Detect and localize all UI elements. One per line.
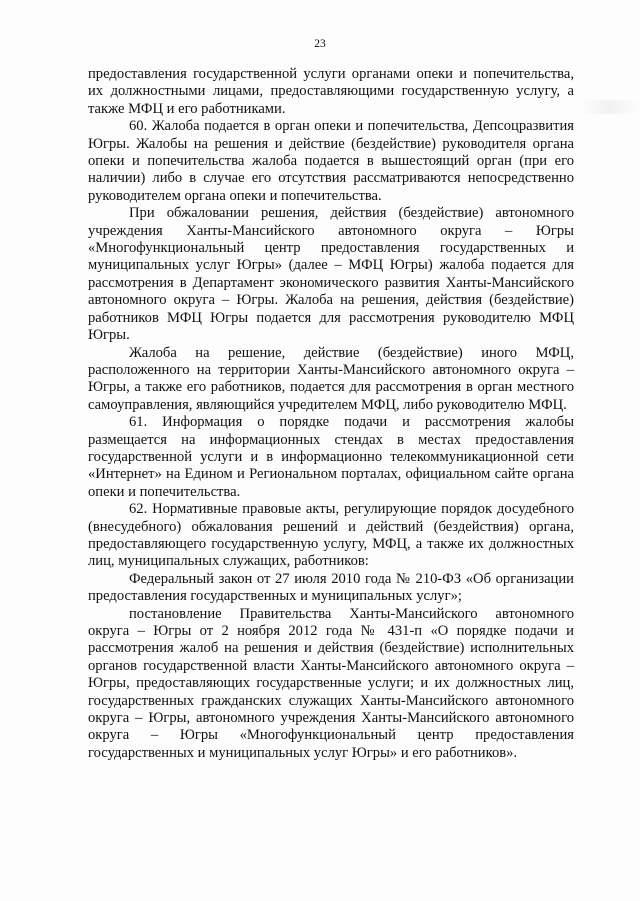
paragraph-federal-law: Федеральный закон от 27 июля 2010 года № 210-ФЗ «Об организации предоставления государственных и муниципальных услуг»; <box>88 570 574 605</box>
paragraph-61: 61. Информация о порядке подачи и рассмотрения жалобы размещается на информационных стендах в местах предоставления государственной услуги и в информационно телекоммуникационной сети «Интернет» на Едином и Региональном порталах, официальном сайте органа опеки и попечительства. <box>88 414 574 500</box>
paragraph-mfc-yugra-appeal: При обжаловании решения, действия (бездействие) автономного учреждения Ханты-Мансийского автономного округа – Югры «Многофункциональный центр предоставления государственных и муниципальных услуг Югры» (далее – МФЦ Югры) жалоба подается для рассмотрения в Департамент экономического развития Ханты-Мансийского автономного округа – Югры. Жалоба на решения, действия (бездействие) работников МФЦ Югры подается для рассмотрения руководителю МФЦ Югры. <box>88 205 574 344</box>
paragraph-62: 62. Нормативные правовые акты, регулирующие порядок досудебного (внесудебного) обжалования решений и действий (бездействия) органа, предоставляющего государственную услугу, МФЦ, а также их должностных лиц, муниципальных служащих, работников: <box>88 501 574 570</box>
paragraph-60: 60. Жалоба подается в орган опеки и попечительства, Депсоцразвития Югры. Жалобы на решения и действие (бездействие) руководителя органа опеки и попечительства жалоба подается в вышестоящий орган (при его наличии) либо в случае его отсутствия рассматриваются непосредственно руководителем органа опеки и попечительства. <box>88 118 574 204</box>
paragraph-government-resolution: постановление Правительства Ханты-Мансийского автономного округа – Югры от 2 ноября 2012 года № 431-п «О порядке подачи и рассмотрения жалоб на решения и действия (бездействие) исполнительных органов государственной власти Ханты-Мансийского автономного округа – Югры, предоставляющих государственные услуги; и их должностных лиц, государственных гражданских служащих Ханты-Мансийского автономного округа – Югры, автономного учреждения Ханты-Мансийского автономного округа – Югры «Многофункциональный центр предоставления государственных и муниципальных услуг Югры» и его работников». <box>88 605 574 761</box>
scan-smudge <box>580 100 640 114</box>
page-number: 23 <box>314 38 326 50</box>
paragraph-continuation: предоставления государственной услуги органами опеки и попечительства, их должностными лицами, предоставляющими государственную услугу, а также МФЦ и его работниками. <box>88 66 574 117</box>
document-body <box>88 66 574 762</box>
paragraph-other-mfc-appeal: Жалоба на решение, действие (бездействие) иного МФЦ, расположенного на территории Ханты-Мансийского автономного округа – Югры, а также его работников, подается для рассмотрения в орган местного самоуправления, являющийся учредителем МФЦ, либо руководителю МФЦ. <box>88 344 574 413</box>
